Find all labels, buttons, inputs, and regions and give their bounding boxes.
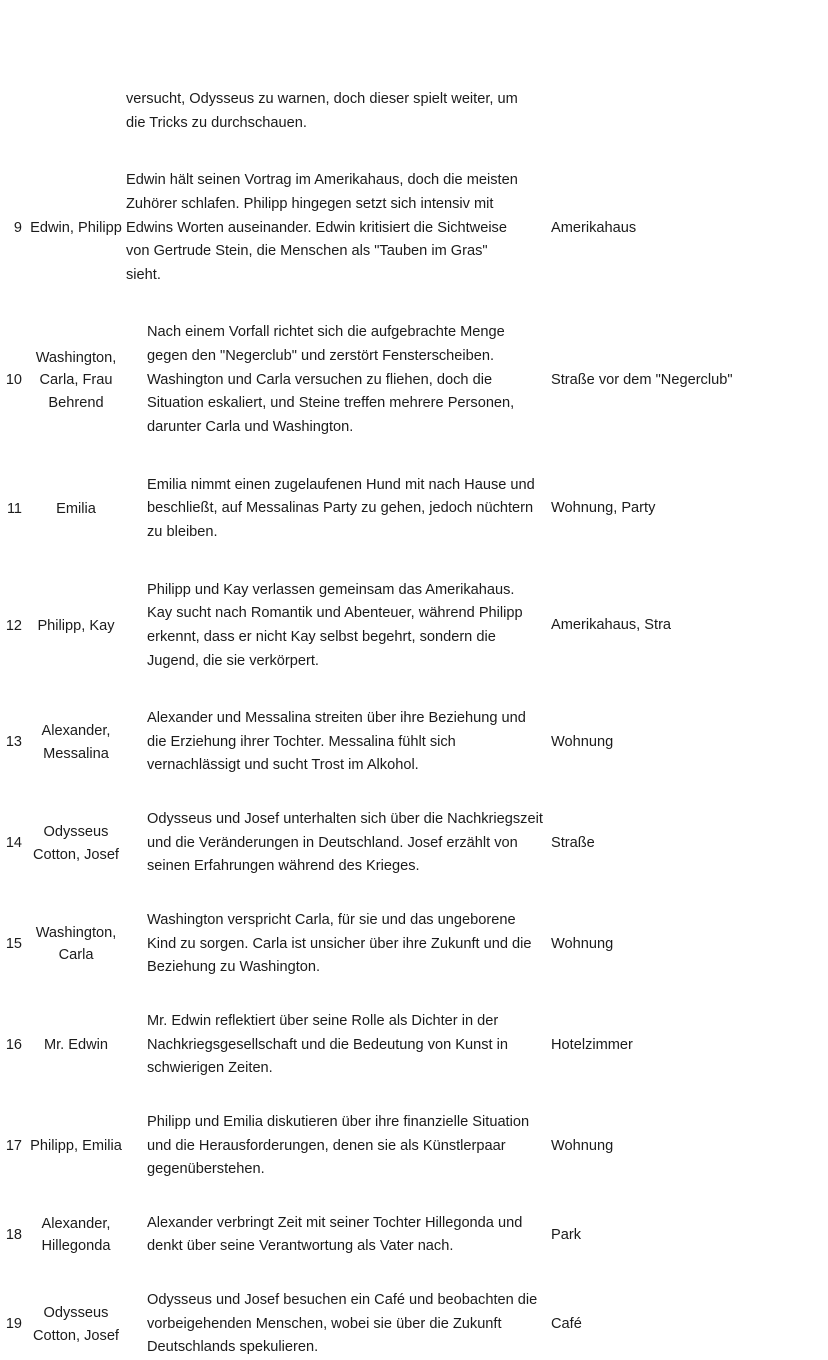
row-index <box>0 88 26 135</box>
row-description: Washington verspricht Carla, für sie und das ungeborene Kind zu sorgen. Carla ist unsicher über ihre Zukunft und die Beziehung zu Washington. <box>147 912 532 976</box>
row-gutter-2 <box>543 88 551 135</box>
table-row <box>0 808 828 879</box>
row-gutter-2 <box>543 1111 551 1182</box>
row-tail <box>755 88 828 135</box>
row-tail <box>755 909 828 980</box>
row-tail <box>755 1111 828 1182</box>
row-characters: Washington, Carla <box>35 924 117 964</box>
row-characters: Odysseus Cotton, Josef <box>33 1304 119 1344</box>
table-row <box>0 579 828 674</box>
row-spacer <box>0 778 828 808</box>
row-index: 9 <box>13 220 22 237</box>
row-tail <box>755 321 828 439</box>
row-spacer <box>0 135 828 169</box>
table-row <box>0 169 828 287</box>
row-gutter-2 <box>543 1212 551 1259</box>
row-gutter <box>126 909 147 980</box>
row-spacer <box>0 287 828 321</box>
row-location: Wohnung, Party <box>551 500 656 517</box>
row-gutter-2 <box>543 1289 551 1360</box>
row-tail <box>755 707 828 778</box>
row-description: Odysseus und Josef unterhalten sich über die Nachkriegszeit und die Veränderungen in Deutschland. Josef erzählt von seinen Erfahrungen während des Krieges. <box>147 811 543 875</box>
row-gutter-2 <box>543 909 551 980</box>
row-gutter <box>126 579 147 674</box>
row-location <box>551 88 755 135</box>
row-spacer <box>0 1259 828 1289</box>
row-location: Park <box>551 1226 582 1243</box>
scene-table-body <box>0 88 828 1360</box>
row-spacer <box>0 545 828 579</box>
row-gutter <box>126 321 147 439</box>
table-row <box>0 909 828 980</box>
row-description: Philipp und Emilia diskutieren über ihre finanzielle Situation und die Herausforderungen, denen sie als Künstlerpaar gegenüberstehen. <box>147 1113 530 1178</box>
row-spacer <box>0 1081 828 1111</box>
table-row-continuation <box>0 88 828 135</box>
row-description: Odysseus und Josef besuchen ein Café und beobachten die vorbeigehenden Menschen, wobei sie über die Zukunft Deutschlands spekulieren. <box>147 1292 538 1356</box>
row-tail <box>755 1289 828 1360</box>
row-index: 10 <box>5 372 22 389</box>
row-tail <box>755 808 828 879</box>
row-tail <box>755 579 828 674</box>
row-spacer <box>0 440 828 474</box>
row-characters: Alexander, Messalina <box>41 723 111 762</box>
row-description: Alexander verbringt Zeit mit seiner Tochter Hillegonda und denkt über seine Verantwortung als Vater nach. <box>147 1214 523 1255</box>
row-gutter-2 <box>543 707 551 778</box>
row-index: 13 <box>5 734 22 751</box>
row-description: Nach einem Vorfall richtet sich die aufgebrachte Menge gegen den "Negerclub" und zerstört Fensterscheiben. Washington und Carla versuchen zu fliehen, doch die Situation eskaliert, und Steine treffen mehrere Personen, darunter Carla und Washington. <box>147 324 515 436</box>
row-tail <box>755 169 828 287</box>
row-gutter <box>126 474 147 545</box>
row-spacer <box>0 980 828 1010</box>
row-tail <box>755 1212 828 1259</box>
row-description: Alexander und Messalina streiten über ihre Beziehung und die Erziehung ihrer Tochter. Messalina fühlt sich vernachlässigt und sucht Trost im Alkohol. <box>147 710 526 774</box>
row-location: Wohnung <box>551 935 614 952</box>
row-characters: Edwin, Philipp <box>30 220 122 237</box>
row-index: 16 <box>5 1037 22 1054</box>
row-index: 19 <box>5 1316 22 1333</box>
row-characters: Washington, Carla, Frau Behrend <box>35 349 117 411</box>
row-gutter <box>126 1010 147 1081</box>
row-index: 11 <box>6 500 22 517</box>
row-characters: Philipp, Kay <box>37 617 115 634</box>
row-characters: Emilia <box>56 500 96 517</box>
table-row <box>0 1289 828 1360</box>
table-row <box>0 1212 828 1259</box>
row-spacer <box>0 879 828 909</box>
row-gutter <box>126 808 147 879</box>
row-index: 15 <box>5 936 22 953</box>
row-location: Hotelzimmer <box>551 1036 633 1053</box>
row-description: Emilia nimmt einen zugelaufenen Hund mit nach Hause und beschließt, auf Messalinas Party zu gehen, jedoch nüchtern zu bleiben. <box>147 476 535 540</box>
row-gutter-2 <box>543 169 551 287</box>
row-gutter-2 <box>543 808 551 879</box>
row-index: 14 <box>5 835 22 852</box>
row-spacer <box>0 673 828 707</box>
row-index: 12 <box>5 617 22 634</box>
row-location: Amerikahaus <box>551 219 637 236</box>
row-location: Café <box>551 1315 582 1332</box>
row-tail <box>755 474 828 545</box>
row-location: Straße <box>551 834 595 851</box>
row-gutter <box>126 1111 147 1182</box>
row-gutter-2 <box>543 579 551 674</box>
row-description: versucht, Odysseus zu warnen, doch dieser spielt weiter, um die Tricks zu durchschauen. <box>126 91 518 131</box>
row-characters: Odysseus Cotton, Josef <box>33 823 119 863</box>
row-location: Amerikahaus, Stra <box>551 617 672 634</box>
table-row <box>0 707 828 778</box>
row-gutter-2 <box>543 474 551 545</box>
scene-overview-table <box>0 88 828 1360</box>
row-characters: Philipp, Emilia <box>30 1138 122 1155</box>
row-location: Wohnung <box>551 733 614 750</box>
row-characters <box>26 88 126 135</box>
table-row <box>0 321 828 439</box>
table-row <box>0 474 828 545</box>
row-description: Edwin hält seinen Vortrag im Amerikahaus, doch die meisten Zuhörer schlafen. Philipp hingegen setzt sich intensiv mit Edwins Worten auseinander. Edwin kritisiert die Sichtweise von Gertrude Stein, die Menschen als "Tauben im Gras" sieht. <box>126 172 518 283</box>
row-gutter <box>126 707 147 778</box>
row-gutter <box>126 1212 147 1259</box>
row-location: Wohnung <box>551 1137 614 1154</box>
row-gutter <box>126 1289 147 1360</box>
row-characters: Alexander, Hillegonda <box>41 1215 111 1255</box>
row-description: Philipp und Kay verlassen gemeinsam das Amerikahaus. Kay sucht nach Romantik und Abenteuer, während Philipp erkennt, dass er nicht Kay selbst begehrt, sondern die Jugend, die sie verkörpert. <box>147 581 523 669</box>
row-index: 18 <box>5 1227 22 1244</box>
row-tail <box>755 1010 828 1081</box>
row-gutter-2 <box>543 321 551 439</box>
table-row <box>0 1111 828 1182</box>
row-index: 17 <box>5 1138 22 1155</box>
row-gutter-2 <box>543 1010 551 1081</box>
table-row <box>0 1010 828 1081</box>
row-spacer <box>0 1182 828 1212</box>
row-location: Straße vor dem "Negerclub" <box>551 371 733 388</box>
row-characters: Mr. Edwin <box>43 1037 109 1054</box>
row-description: Mr. Edwin reflektiert über seine Rolle als Dichter in der Nachkriegsgesellschaft und die Bedeutung von Kunst in schwierigen Zeiten. <box>147 1012 509 1077</box>
